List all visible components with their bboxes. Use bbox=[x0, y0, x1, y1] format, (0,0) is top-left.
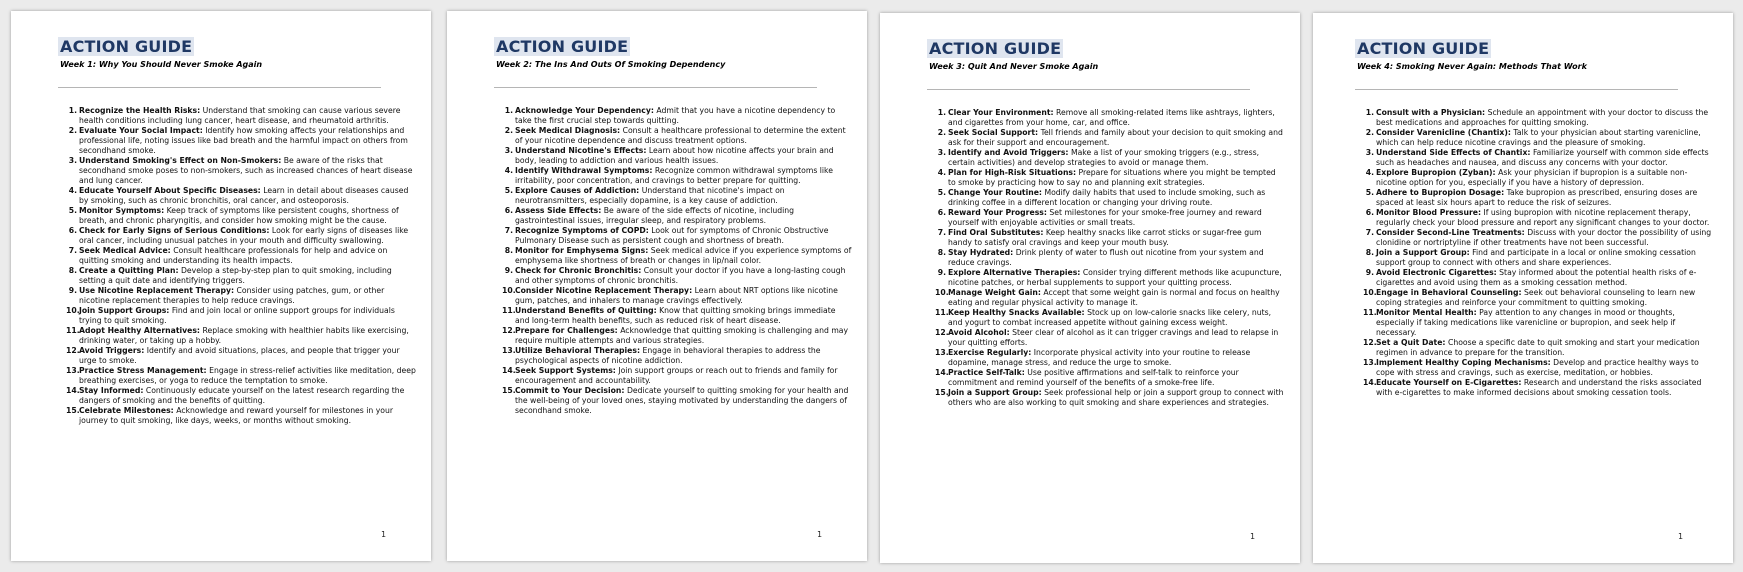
page-number: 1 bbox=[1678, 532, 1684, 541]
item-number: 8. bbox=[68, 266, 77, 275]
item-label: Consider Varenicline (Chantix): bbox=[1376, 128, 1511, 137]
item-label: Exercise Regularly: bbox=[948, 348, 1032, 357]
list-item bbox=[68, 186, 416, 206]
item-label: Adopt Healthy Alternatives: bbox=[79, 326, 201, 335]
item-number: 3. bbox=[1365, 148, 1374, 157]
item-number: 4. bbox=[504, 166, 513, 175]
item-label: Explore Causes of Addiction: bbox=[515, 186, 640, 195]
item-number: 12. bbox=[935, 328, 949, 337]
item-number: 4. bbox=[68, 186, 77, 195]
item-number: 11. bbox=[935, 308, 949, 317]
list-item bbox=[1365, 108, 1713, 128]
item-text: Find and participate in a local or online smoking cessation support group to connect with others and share experiences. bbox=[1376, 248, 1696, 267]
document-page-week-1 bbox=[11, 11, 431, 561]
item-label: Avoid Alcohol: bbox=[948, 328, 1010, 337]
list-item bbox=[68, 226, 416, 246]
list-item bbox=[68, 286, 416, 306]
item-label: Understand Benefits of Quitting: bbox=[515, 306, 657, 315]
document-page-week-3 bbox=[880, 13, 1300, 563]
list-item bbox=[504, 146, 852, 166]
list-item bbox=[937, 208, 1285, 228]
item-number: 13. bbox=[935, 348, 949, 357]
item-label: Explore Alternative Therapies: bbox=[948, 268, 1081, 277]
item-number: 7. bbox=[1365, 228, 1374, 237]
list-item bbox=[935, 288, 1285, 308]
item-text: Look for early signs of diseases like oral cancer, including unusual patches in your mouth and difficulty swallowing. bbox=[79, 226, 409, 245]
item-text: Seek professional help or join a support group to connect with others who are also working to quit smoking and share experiences and strategies. bbox=[948, 388, 1284, 407]
item-label: Seek Medical Diagnosis: bbox=[515, 126, 621, 135]
item-label: Stay Hydrated: bbox=[948, 248, 1014, 257]
list-item bbox=[504, 166, 852, 186]
divider-rule bbox=[494, 87, 817, 88]
item-label: Acknowledge Your Dependency: bbox=[515, 106, 654, 115]
item-text: Drink plenty of water to flush out nicotine from your system and reduce cravings. bbox=[948, 248, 1264, 267]
list-item bbox=[1363, 288, 1713, 308]
item-number: 5. bbox=[504, 186, 513, 195]
list-item bbox=[502, 326, 852, 346]
list-item bbox=[935, 388, 1285, 408]
item-number: 6. bbox=[504, 206, 513, 215]
item-number: 8. bbox=[1365, 248, 1374, 257]
item-label: Use Nicotine Replacement Therapy: bbox=[79, 286, 235, 295]
item-text: Familiarize yourself with common side effects such as headaches and nausea, and discuss any concerns with your doctor. bbox=[1376, 148, 1709, 167]
item-text: Consult your doctor if you have a long-lasting cough and other symptoms of chronic bronchitis. bbox=[515, 266, 846, 285]
item-text: Remove all smoking-related items like ashtrays, lighters, and cigarettes from your home, car, and office. bbox=[948, 108, 1275, 127]
item-label: Assess Side Effects: bbox=[515, 206, 602, 215]
item-number: 11. bbox=[502, 306, 516, 315]
item-text: Seek medical advice if you experience symptoms of emphysema like shortness of breath or changes in lip/nail color. bbox=[515, 246, 852, 265]
item-text: Consult healthcare professionals for help and advice on quitting smoking and understanding its health impacts. bbox=[79, 246, 388, 265]
item-label: Stay Informed: bbox=[79, 386, 144, 395]
item-label: Implement Healthy Coping Mechanisms: bbox=[1376, 358, 1551, 367]
list-item bbox=[504, 186, 852, 206]
item-number: 15. bbox=[502, 386, 516, 395]
divider-rule bbox=[1355, 89, 1678, 90]
list-item bbox=[937, 168, 1285, 188]
item-text: Stay informed about the potential health risks of e-cigarettes and avoid using them as a smoking cessation method. bbox=[1376, 268, 1697, 287]
item-number: 5. bbox=[1365, 188, 1374, 197]
item-text: Tell friends and family about your decision to quit smoking and ask for their support and encouragement. bbox=[948, 128, 1283, 147]
item-text: Learn in detail about diseases caused by smoking, such as chronic bronchitis, oral cancer, and osteoporosis. bbox=[79, 186, 409, 205]
item-label: Explore Bupropion (Zyban): bbox=[1376, 168, 1496, 177]
item-text: Look out for symptoms of Chronic Obstructive Pulmonary Disease such as persistent cough and shortness of breath. bbox=[515, 226, 829, 245]
item-number: 1. bbox=[1365, 108, 1374, 117]
item-text: Engage in behavioral therapies to address the psychological aspects of nicotine addiction. bbox=[515, 346, 821, 365]
item-number: 1. bbox=[937, 108, 946, 117]
page-title: ACTION GUIDE bbox=[929, 39, 1062, 58]
action-list bbox=[1363, 108, 1713, 398]
item-number: 8. bbox=[504, 246, 513, 255]
item-label: Seek Medical Advice: bbox=[79, 246, 171, 255]
item-number: 8. bbox=[937, 248, 946, 257]
item-number: 11. bbox=[1363, 308, 1377, 317]
list-item bbox=[937, 248, 1285, 268]
list-item bbox=[504, 106, 852, 126]
item-text: Be aware of the side effects of nicotine, including gastrointestinal issues, irregular sleep, and respiratory problems. bbox=[515, 206, 795, 225]
item-text: Consider trying different methods like acupuncture, nicotine patches, or herbal supplements to support your quitting process. bbox=[948, 268, 1282, 287]
item-text: Develop a step-by-step plan to quit smoking, including setting a quit date and identifying triggers. bbox=[79, 266, 392, 285]
list-item bbox=[502, 386, 852, 416]
item-label: Educate Yourself on E-Cigarettes: bbox=[1376, 378, 1522, 387]
item-label: Consult with a Physician: bbox=[1376, 108, 1486, 117]
item-label: Recognize Symptoms of COPD: bbox=[515, 226, 649, 235]
list-item bbox=[937, 128, 1285, 148]
list-item bbox=[66, 406, 416, 426]
list-item bbox=[504, 206, 852, 226]
item-number: 1. bbox=[68, 106, 77, 115]
item-text: Stock up on low-calorie snacks like celery, nuts, and yogurt to combat increased appetite without gaining excess weight. bbox=[948, 308, 1272, 327]
list-item bbox=[935, 328, 1285, 348]
item-number: 13. bbox=[502, 346, 516, 355]
item-label: Check for Early Signs of Serious Conditions: bbox=[79, 226, 270, 235]
item-text: If using bupropion with nicotine replacement therapy, regularly check your blood pressure and report any significant changes to your doctor. bbox=[1376, 208, 1710, 227]
divider-rule bbox=[927, 89, 1250, 90]
item-text: Use positive affirmations and self-talk to reinforce your commitment and remind yourself of the benefits of a smoke-free life. bbox=[948, 368, 1239, 387]
list-item bbox=[66, 306, 416, 326]
item-text: Seek out behavioral counseling to learn new coping strategies and reinforce your commitment to quitting smoking. bbox=[1376, 288, 1696, 307]
item-text: Admit that you have a nicotine dependency to take the first crucial step towards quitting. bbox=[515, 106, 836, 125]
item-label: Seek Support Systems: bbox=[515, 366, 616, 375]
page-subtitle: Week 3: Quit And Never Smoke Again bbox=[929, 62, 1099, 71]
item-text: Dedicate yourself to quitting smoking for your health and the well-being of your loved ones, staying motivated by understanding the dangers of secondhand smoke. bbox=[515, 386, 849, 415]
list-item bbox=[502, 306, 852, 326]
item-text: Continuously educate yourself on the latest research regarding the dangers of smoking and the benefits of quitting. bbox=[79, 386, 405, 405]
item-label: Engage in Behavioral Counseling: bbox=[1376, 288, 1522, 297]
list-item bbox=[68, 266, 416, 286]
item-label: Monitor Mental Health: bbox=[1376, 308, 1477, 317]
list-item bbox=[937, 148, 1285, 168]
item-label: Find Oral Substitutes: bbox=[948, 228, 1044, 237]
item-label: Clear Your Environment: bbox=[948, 108, 1054, 117]
document-page-week-2 bbox=[447, 11, 867, 561]
item-text: Find and join local or online support groups for individuals trying to quit smoking. bbox=[79, 306, 395, 325]
item-label: Commit to Your Decision: bbox=[515, 386, 625, 395]
action-list bbox=[935, 108, 1285, 408]
item-number: 3. bbox=[504, 146, 513, 155]
item-number: 13. bbox=[1363, 358, 1377, 367]
item-label: Understand Smoking's Effect on Non-Smokers: bbox=[79, 156, 282, 165]
list-item bbox=[935, 348, 1285, 368]
item-text: Replace smoking with healthier habits like exercising, drinking water, or taking up a hobby. bbox=[79, 326, 409, 345]
item-label: Practice Stress Management: bbox=[79, 366, 207, 375]
list-item bbox=[935, 308, 1285, 328]
item-label: Recognize the Health Risks: bbox=[79, 106, 201, 115]
item-text: Learn about NRT options like nicotine gum, patches, and inhalers to manage cravings effectively. bbox=[515, 286, 838, 305]
item-text: Learn about how nicotine affects your brain and body, leading to addiction and various health issues. bbox=[515, 146, 834, 165]
item-label: Adhere to Bupropion Dosage: bbox=[1376, 188, 1505, 197]
item-text: Incorporate physical activity into your routine to release dopamine, manage stress, and reduce the urge to smoke. bbox=[948, 348, 1251, 367]
list-item bbox=[1365, 188, 1713, 208]
list-item bbox=[502, 286, 852, 306]
item-label: Monitor Blood Pressure: bbox=[1376, 208, 1482, 217]
item-label: Reward Your Progress: bbox=[948, 208, 1047, 217]
item-label: Avoid Electronic Cigarettes: bbox=[1376, 268, 1497, 277]
list-item bbox=[502, 346, 852, 366]
item-number: 7. bbox=[68, 246, 77, 255]
page-title: ACTION GUIDE bbox=[496, 37, 629, 56]
item-label: Practice Self-Talk: bbox=[948, 368, 1025, 377]
item-label: Plan for High-Risk Situations: bbox=[948, 168, 1077, 177]
item-text: Make a list of your smoking triggers (e.g., stress, certain activities) and develop strategies to avoid or manage them. bbox=[948, 148, 1260, 167]
list-item bbox=[66, 366, 416, 386]
list-item bbox=[504, 226, 852, 246]
item-number: 2. bbox=[1365, 128, 1374, 137]
list-item bbox=[1365, 168, 1713, 188]
item-label: Manage Weight Gain: bbox=[948, 288, 1041, 297]
list-item bbox=[937, 108, 1285, 128]
item-text: Consider using patches, gum, or other nicotine replacement therapies to help reduce cravings. bbox=[79, 286, 385, 305]
list-item bbox=[1363, 358, 1713, 378]
divider-rule bbox=[58, 87, 381, 88]
item-number: 2. bbox=[504, 126, 513, 135]
item-number: 1. bbox=[504, 106, 513, 115]
list-item bbox=[504, 246, 852, 266]
list-item bbox=[68, 246, 416, 266]
item-text: Take bupropion as prescribed, ensuring doses are spaced at least six hours apart to reduce the risk of seizures. bbox=[1376, 188, 1698, 207]
item-number: 2. bbox=[68, 126, 77, 135]
item-label: Identify and Avoid Triggers: bbox=[948, 148, 1069, 157]
item-number: 7. bbox=[504, 226, 513, 235]
item-text: Discuss with your doctor the possibility of using clonidine or nortriptyline if other treatments have not been successful. bbox=[1376, 228, 1712, 247]
item-number: 6. bbox=[937, 208, 946, 217]
page-number: 1 bbox=[817, 530, 823, 539]
item-label: Join a Support Group: bbox=[1376, 248, 1470, 257]
action-list bbox=[66, 106, 416, 426]
item-text: Identify and avoid situations, places, and people that trigger your urge to smoke. bbox=[79, 346, 400, 365]
list-item bbox=[68, 106, 416, 126]
action-list bbox=[502, 106, 852, 416]
item-label: Join Support Groups: bbox=[79, 306, 170, 315]
item-text: Set milestones for your smoke-free journey and reward yourself with enjoyable activities or small treats. bbox=[948, 208, 1262, 227]
item-number: 6. bbox=[1365, 208, 1374, 217]
item-label: Educate Yourself About Specific Diseases: bbox=[79, 186, 261, 195]
item-label: Change Your Routine: bbox=[948, 188, 1042, 197]
page-number: 1 bbox=[381, 530, 387, 539]
item-text: Steer clear of alcohol as it can trigger cravings and lead to relapse in your quitting efforts. bbox=[948, 328, 1279, 347]
item-number: 11. bbox=[66, 326, 80, 335]
list-item bbox=[68, 126, 416, 156]
list-item bbox=[66, 346, 416, 366]
item-number: 12. bbox=[1363, 338, 1377, 347]
item-text: Schedule an appointment with your doctor to discuss the best medications and approaches for quitting smoking. bbox=[1376, 108, 1709, 127]
item-text: Modify daily habits that used to include smoking, such as drinking coffee in a different location or changing your driving route. bbox=[948, 188, 1266, 207]
item-text: Keep healthy snacks like carrot sticks or sugar-free gum handy to satisfy oral cravings and keep your mouth busy. bbox=[948, 228, 1262, 247]
list-item bbox=[504, 126, 852, 146]
item-number: 6. bbox=[68, 226, 77, 235]
item-text: Accept that some weight gain is normal and focus on healthy eating and regular physical activity to manage it. bbox=[948, 288, 1280, 307]
item-text: Consult a healthcare professional to determine the extent of your nicotine dependence and discuss treatment options. bbox=[515, 126, 846, 145]
item-label: Create a Quitting Plan: bbox=[79, 266, 179, 275]
item-label: Consider Nicotine Replacement Therapy: bbox=[515, 286, 693, 295]
item-number: 4. bbox=[1365, 168, 1374, 177]
list-item bbox=[1363, 378, 1713, 398]
list-item bbox=[68, 206, 416, 226]
item-number: 2. bbox=[937, 128, 946, 137]
item-label: Set a Quit Date: bbox=[1376, 338, 1446, 347]
list-item bbox=[1365, 268, 1713, 288]
page-number: 1 bbox=[1250, 532, 1256, 541]
item-number: 14. bbox=[1363, 378, 1377, 387]
item-number: 7. bbox=[937, 228, 946, 237]
list-item bbox=[1363, 308, 1713, 338]
item-text: Choose a specific date to quit smoking and start your medication regimen in advance to prepare for the transition. bbox=[1376, 338, 1700, 357]
list-item bbox=[937, 188, 1285, 208]
item-text: Keep track of symptoms like persistent coughs, shortness of breath, and chronic pharyngitis, and consider how smoking might be the cause. bbox=[79, 206, 399, 225]
page-title: ACTION GUIDE bbox=[60, 37, 193, 56]
item-label: Join a Support Group: bbox=[948, 388, 1042, 397]
item-text: Engage in stress-relief activities like meditation, deep breathing exercises, or yoga to reduce the temptation to smoke. bbox=[79, 366, 416, 385]
item-label: Check for Chronic Bronchitis: bbox=[515, 266, 642, 275]
item-text: Recognize common withdrawal symptoms like irritability, poor concentration, and cravings to better prepare for quitting. bbox=[515, 166, 833, 185]
item-label: Consider Second-Line Treatments: bbox=[1376, 228, 1525, 237]
item-number: 9. bbox=[937, 268, 946, 277]
item-text: Know that quitting smoking brings immediate and long-term health benefits, such as reduced risk of heart disease. bbox=[515, 306, 836, 325]
item-number: 5. bbox=[937, 188, 946, 197]
item-text: Understand that nicotine's impact on neurotransmitters, especially dopamine, is a key cause of addiction. bbox=[515, 186, 785, 205]
page-subtitle: Week 1: Why You Should Never Smoke Again bbox=[60, 60, 263, 69]
item-number: 10. bbox=[1363, 288, 1377, 297]
item-text: Join support groups or reach out to friends and family for encouragement and accountability. bbox=[515, 366, 838, 385]
item-text: Understand that smoking can cause various severe health conditions including lung cancer, heart disease, and rheumatoid arthritis. bbox=[79, 106, 401, 125]
item-number: 15. bbox=[66, 406, 80, 415]
item-number: 14. bbox=[935, 368, 949, 377]
page-title: ACTION GUIDE bbox=[1357, 39, 1490, 58]
item-number: 13. bbox=[66, 366, 80, 375]
item-text: Acknowledge that quitting smoking is challenging and may require multiple attempts and various strategies. bbox=[515, 326, 849, 345]
item-label: Prepare for Challenges: bbox=[515, 326, 618, 335]
list-item bbox=[1365, 248, 1713, 268]
item-number: 9. bbox=[1365, 268, 1374, 277]
list-item bbox=[504, 266, 852, 286]
item-number: 14. bbox=[66, 386, 80, 395]
item-text: Talk to your physician about starting varenicline, which can help reduce nicotine cravings and the pleasure of smoking. bbox=[1376, 128, 1701, 147]
item-text: Identify how smoking affects your relationships and professional life, noting issues like bad breath and the harmful impact on others from secondhand smoke. bbox=[79, 126, 408, 155]
item-label: Identify Withdrawal Symptoms: bbox=[515, 166, 653, 175]
item-label: Monitor for Emphysema Signs: bbox=[515, 246, 649, 255]
item-number: 14. bbox=[502, 366, 516, 375]
item-number: 12. bbox=[502, 326, 516, 335]
item-number: 15. bbox=[935, 388, 949, 397]
item-label: Evaluate Your Social Impact: bbox=[79, 126, 203, 135]
item-text: Research and understand the risks associated with e-cigarettes to make informed decisions about smoking cessation tools. bbox=[1376, 378, 1702, 397]
item-number: 5. bbox=[68, 206, 77, 215]
item-label: Utilize Behavioral Therapies: bbox=[515, 346, 641, 355]
item-label: Understand Nicotine's Effects: bbox=[515, 146, 647, 155]
list-item bbox=[1365, 128, 1713, 148]
page-subtitle: Week 4: Smoking Never Again: Methods That Work bbox=[1357, 62, 1587, 71]
item-text: Be aware of the risks that secondhand smoke poses to non-smokers, such as increased chances of heart disease and lung cancer. bbox=[79, 156, 413, 185]
item-number: 3. bbox=[937, 148, 946, 157]
item-number: 10. bbox=[66, 306, 80, 315]
item-text: Pay attention to any changes in mood or thoughts, especially if taking medications like varenicline or bupropion, and seek help if necessary. bbox=[1376, 308, 1676, 337]
item-label: Celebrate Milestones: bbox=[79, 406, 174, 415]
item-text: Develop and practice healthy ways to cope with stress and cravings, such as exercise, meditation, or hobbies. bbox=[1376, 358, 1699, 377]
list-item bbox=[1365, 148, 1713, 168]
item-label: Avoid Triggers: bbox=[79, 346, 145, 355]
list-item bbox=[1365, 208, 1713, 228]
list-item bbox=[1363, 338, 1713, 358]
list-item bbox=[66, 386, 416, 406]
item-number: 10. bbox=[935, 288, 949, 297]
list-item bbox=[66, 326, 416, 346]
item-label: Understand Side Effects of Chantix: bbox=[1376, 148, 1531, 157]
item-number: 9. bbox=[68, 286, 77, 295]
list-item bbox=[937, 268, 1285, 288]
list-item bbox=[935, 368, 1285, 388]
item-label: Seek Social Support: bbox=[948, 128, 1039, 137]
item-number: 9. bbox=[504, 266, 513, 275]
item-number: 4. bbox=[937, 168, 946, 177]
item-text: Ask your physician if bupropion is a suitable non-nicotine option for you, especially if you have a history of depression. bbox=[1376, 168, 1688, 187]
item-number: 10. bbox=[502, 286, 516, 295]
item-label: Monitor Symptoms: bbox=[79, 206, 165, 215]
list-item bbox=[68, 156, 416, 186]
page-subtitle: Week 2: The Ins And Outs Of Smoking Dependency bbox=[496, 60, 726, 69]
list-item bbox=[1365, 228, 1713, 248]
item-number: 12. bbox=[66, 346, 80, 355]
item-label: Keep Healthy Snacks Available: bbox=[948, 308, 1085, 317]
item-number: 3. bbox=[68, 156, 77, 165]
item-text: Acknowledge and reward yourself for milestones in your journey to quit smoking, like days, weeks, or months without smoking. bbox=[79, 406, 393, 425]
list-item bbox=[937, 228, 1285, 248]
item-text: Prepare for situations where you might be tempted to smoke by practicing how to say no and planning exit strategies. bbox=[948, 168, 1276, 187]
list-item bbox=[502, 366, 852, 386]
document-page-week-4 bbox=[1313, 13, 1733, 563]
